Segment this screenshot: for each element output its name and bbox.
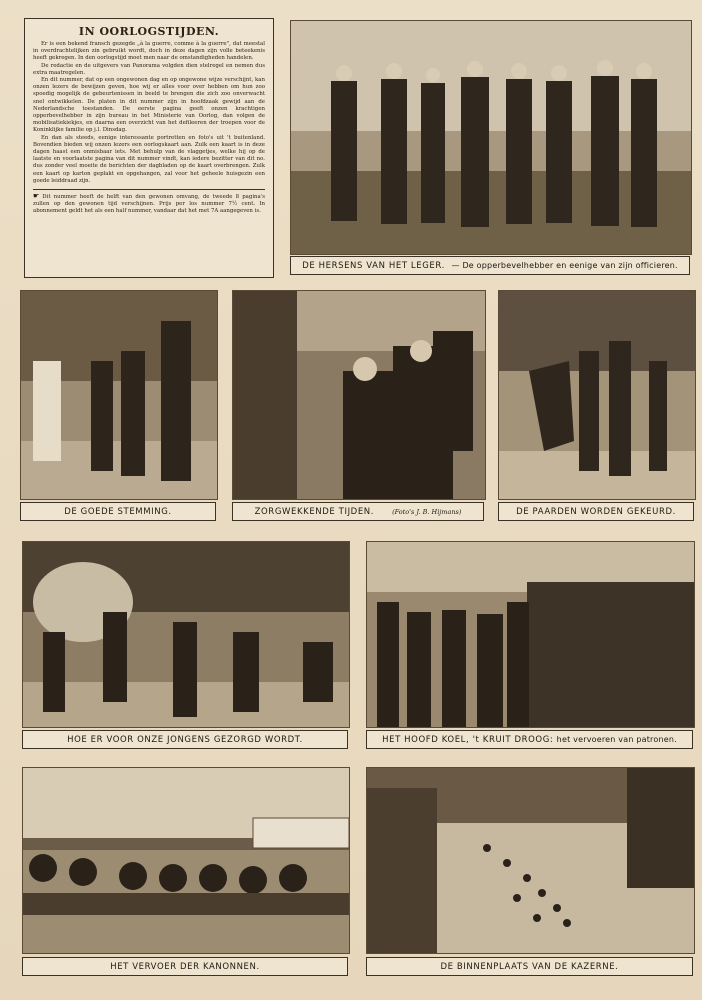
article-note bbox=[33, 189, 265, 216]
photo-credit: (Foto's J. B. Hijmans) bbox=[392, 507, 462, 516]
photo-ammunition bbox=[366, 541, 695, 728]
caption-officers bbox=[290, 256, 690, 275]
caption-officers-sub: — De opperbevelhebber en eenige van zijn officieren. bbox=[451, 261, 678, 270]
photo-worrying-times bbox=[232, 290, 486, 500]
caption-good-mood bbox=[20, 502, 216, 521]
caption-courtyard bbox=[366, 957, 693, 976]
photo-cooking bbox=[22, 541, 350, 728]
caption-ammunition-title: HET HOOFD KOEL, 't KRUIT DROOG: bbox=[382, 734, 554, 745]
photo-courtyard bbox=[366, 767, 695, 954]
caption-cooking bbox=[22, 730, 348, 749]
photo-officers bbox=[290, 20, 692, 255]
caption-horses bbox=[498, 502, 694, 521]
caption-horses-text: DE PAARDEN WORDEN GEKEURD. bbox=[516, 506, 676, 517]
article-paragraph: En dit nummer, dat op een ongewonen dag en op ongewone wijze verschijnt, kan onzen lezers de bewijzen geven, hoe wij er alles voor over hebben om hun zoo spoedig mogelijk de gebeurtenissen in beeld te brengen die zich zoo onverwacht snel ontwikkelen. De platen in dit nummer zijn in hoofdzaak gewijd aan de Nederlandsche toestanden. De eerste pagina geeft onzen krachtigen opperbevelhebber in zijn bureau in het Ministerie van Oorlog, dan volgen de mobilisatiekiekjes, en daarna een overzicht van het defileeren der troepen voor de Koninklijke familie op j.l. Dinsdag. bbox=[33, 77, 265, 134]
caption-cannons-text: HET VERVOER DER KANONNEN. bbox=[110, 961, 260, 972]
article-paragraph: De redactie en de uitgevers van Panorama volgden dien stelregel en nemen dus extra maatregelen. bbox=[33, 62, 265, 76]
photo-good-mood bbox=[20, 290, 218, 500]
caption-good-mood-text: DE GOEDE STEMMING. bbox=[64, 506, 172, 517]
article-note-text: Dit nummer heeft de helft van den gewonen omvang, de tweede 8 pagina's zullen op den gewonen tijd verschijnen. Prijs per los nummer 7½ cent. In abonnement geldt het als een half nummer, vandaar dat het met 7A aangegeven is. bbox=[33, 194, 265, 215]
article-paragraph: En dan als steeds, eenige interessante portretten en foto's uit 't buitenland. Bovendien bieden wij onzen lezers een oorlogskaart aan. Zulk een kaart is in deze dagen haast een onmisbaar iets. Met behulp van de vlaggetjes, welke hij op de laatste en voorlaatste pagina van dit nummer vindt, kan iedere bezitter van dit no. dus zonder veel moeite de berichten der dagbladen op de kaart overbrengen. Zulk een kaart op karton geplakt en opgehangen, zal voor het geheele huisgezin een goede leiddraad zijn. bbox=[33, 134, 265, 184]
caption-courtyard-text: DE BINNENPLAATS VAN DE KAZERNE. bbox=[440, 961, 619, 972]
caption-cannons bbox=[22, 957, 348, 976]
photo-cannons bbox=[22, 767, 350, 954]
photo-horses bbox=[498, 290, 696, 500]
pointing-hand-icon: ☛ bbox=[33, 192, 40, 201]
caption-worrying-times bbox=[232, 502, 484, 521]
caption-ammunition-sub: het vervoeren van patronen. bbox=[556, 735, 677, 744]
caption-worrying-times-text: ZORGWEKKENDE TIJDEN. bbox=[254, 506, 375, 517]
article-box bbox=[24, 18, 274, 278]
caption-officers-title: DE HERSENS VAN HET LEGER. bbox=[302, 260, 445, 271]
caption-ammunition bbox=[366, 730, 693, 749]
article-paragraph: Er is een bekend fransch gezegde „à la guerre, comme à la guerre", dat meestal in overdrachtelijken zin gebruikt wordt, doch in deze dagen zijn volle beteekenis heeft gekregen. In den oorlogstijd moet men naar de omstandigheden handelen. bbox=[33, 41, 265, 62]
caption-cooking-text: HOE ER VOOR ONZE JONGENS GEZORGD WORDT. bbox=[67, 734, 303, 745]
article-title: IN OORLOGSTIJDEN. bbox=[78, 25, 220, 38]
